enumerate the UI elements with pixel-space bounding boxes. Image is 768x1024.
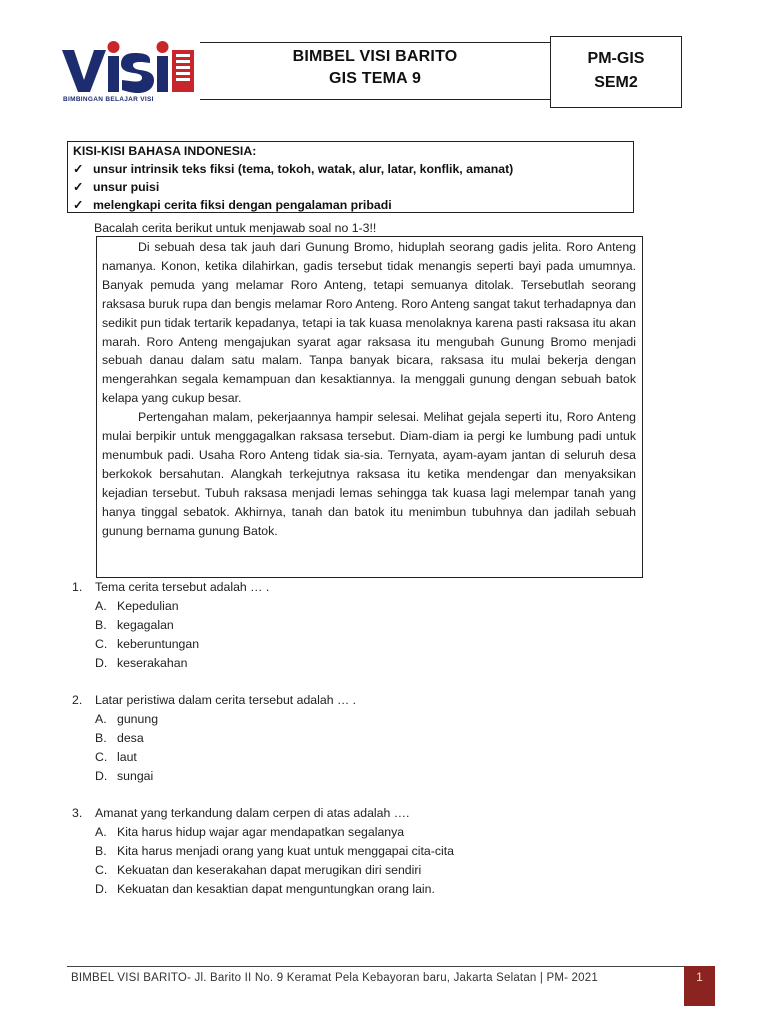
header-rule-top bbox=[200, 42, 550, 43]
page-number: 1 bbox=[684, 966, 715, 1006]
story-paragraph: Di sebuah desa tak jauh dari Gunung Bromo, hiduplah seorang gadis jelita. Roro Anteng namanya. Konon, ketika dilahirkan, gadis tersebut tidak menangis seperti bayi pada umumnya. Banyak pemuda yang melamar Roro Anteng, tetapi semuanya ditolak. Tersebutlah seorang raksasa buruk rupa dan bengis melamar Roro Anteng. Roro Anteng sangat takut terhadapnya dan sedikit pun tidak tertarik kepadanya, tetapi ia tak kuasa menolaknya karena pasti raksasa itu akan marah. Roro Anteng mengajukan syarat agar raksasa itu mengubah Gunung Bromo menjadi sebuah danau dalam satu malam. Tanpa banyak bicara, raksasa itu mulai bekerja dengan mengerahkan segala kemampuan dan kesaktiannya. Ia menggali gunung dengan sebuah batok kelapa yang cukup besar. bbox=[102, 240, 636, 406]
header-title-line2: GIS TEMA 9 bbox=[328, 70, 422, 87]
checkmark-icon: ✓ bbox=[73, 198, 84, 212]
question-text: Amanat yang terkandung dalam cerpen di atas adalah …. bbox=[95, 806, 410, 821]
option-text: Kita harus menjadi orang yang kuat untuk menggapai cita-cita bbox=[117, 843, 454, 858]
option-text: kegagalan bbox=[117, 617, 174, 632]
question-list bbox=[72, 578, 692, 917]
option-letter: A. bbox=[95, 598, 107, 613]
question-3 bbox=[72, 804, 692, 899]
answer-option bbox=[72, 710, 692, 729]
option-letter: C. bbox=[95, 862, 108, 877]
checkmark-icon: ✓ bbox=[73, 180, 84, 194]
answer-option bbox=[72, 861, 692, 880]
footer-address: BIMBEL VISI BARITO- Jl. Barito II No. 9 Keramat Pela Kebayoran baru, Jakarta Selatan | PM- 2021 bbox=[71, 972, 598, 984]
answer-option bbox=[72, 654, 692, 673]
header-title-line1: BIMBEL VISI BARITO bbox=[292, 48, 458, 65]
question-1 bbox=[72, 578, 692, 673]
option-letter: A. bbox=[95, 824, 107, 839]
logo-tagline: BIMBINGAN BELAJAR VISI bbox=[63, 96, 154, 103]
question-2 bbox=[72, 691, 692, 786]
option-text: gunung bbox=[117, 711, 159, 726]
header-title bbox=[200, 46, 550, 90]
kisi-item bbox=[73, 160, 633, 178]
reading-instruction: Bacalah cerita berikut untuk menjawab soal no 1-3!! bbox=[94, 221, 377, 235]
kisi-kisi-box bbox=[67, 141, 634, 213]
header-rule-bottom bbox=[200, 99, 550, 100]
answer-option bbox=[72, 597, 692, 616]
option-letter: D. bbox=[95, 768, 108, 783]
option-text: sungai bbox=[117, 768, 154, 783]
option-text: Kita harus hidup wajar agar mendapatkan segalanya bbox=[117, 824, 405, 839]
logo-wordmark bbox=[62, 41, 169, 93]
story-box bbox=[96, 236, 643, 578]
document-code-line2: SEM2 bbox=[594, 74, 638, 91]
option-text: desa bbox=[117, 730, 144, 745]
question-text: Tema cerita tersebut adalah … . bbox=[95, 580, 270, 594]
kisi-item-text: unsur puisi bbox=[93, 180, 160, 194]
question-number: 3. bbox=[72, 806, 83, 821]
document-code-line1: PM-GIS bbox=[587, 50, 645, 67]
kisi-title: KISI-KISI BAHASA INDONESIA: bbox=[73, 144, 257, 158]
answer-option bbox=[72, 767, 692, 786]
option-letter: C. bbox=[95, 636, 108, 651]
option-letter: A. bbox=[95, 711, 107, 726]
question-text: Latar peristiwa dalam cerita tersebut adalah … . bbox=[95, 693, 357, 708]
kisi-item-text: melengkapi cerita fiksi dengan pengalaman pribadi bbox=[93, 198, 392, 212]
option-letter: D. bbox=[95, 655, 108, 670]
answer-option bbox=[72, 729, 692, 748]
option-text: Kekuatan dan kesaktian dapat menguntungkan orang lain. bbox=[117, 881, 435, 896]
option-text: Kepedulian bbox=[117, 598, 179, 613]
option-text: keserakahan bbox=[117, 655, 188, 670]
question-number: 1. bbox=[72, 580, 83, 594]
option-letter: B. bbox=[95, 843, 107, 858]
option-text: Kekuatan dan keserakahan dapat merugikan diri sendiri bbox=[117, 862, 422, 877]
option-text: keberuntungan bbox=[117, 636, 200, 651]
story-paragraph: Pertengahan malam, pekerjaannya hampir selesai. Melihat gejala seperti itu, Roro Anteng mulai berpikir untuk menggagalkan raksasa tersebut. Diam-diam ia pergi ke lumbung padi untuk menumbuk padi. Usaha Roro Anteng tidak sia-sia. Ternyata, ayam-ayam jantan di seluruh desa berkokok bersahutan. Alangkah terkejutnya raksasa itu ketika mendengar dan menyaksikan kejadian tersebut. Tubuh raksasa menjadi lemas sehingga tak kuasa lagi melempar tanah yang hanya tinggal sebatok. Akhirnya, tanah dan batok itu menimbun tubuhnya dan jadilah sebuah gunung bernama gunung Batok. bbox=[102, 410, 636, 538]
option-letter: C. bbox=[95, 749, 108, 764]
option-text: laut bbox=[117, 749, 137, 764]
document-code-box bbox=[550, 36, 682, 108]
answer-option bbox=[72, 616, 692, 635]
answer-option bbox=[72, 823, 692, 842]
logo-emblem-icon bbox=[172, 50, 194, 92]
kisi-item-text: unsur intrinsik teks fiksi (tema, tokoh, watak, alur, latar, konflik, amanat) bbox=[93, 162, 514, 176]
answer-option bbox=[72, 880, 692, 899]
checkmark-icon: ✓ bbox=[73, 162, 84, 176]
footer-rule bbox=[67, 966, 685, 967]
question-number: 2. bbox=[72, 693, 83, 708]
answer-option bbox=[72, 635, 692, 654]
option-letter: B. bbox=[95, 617, 107, 632]
option-letter: D. bbox=[95, 881, 108, 896]
kisi-item bbox=[73, 178, 633, 196]
kisi-item bbox=[73, 196, 633, 214]
answer-option bbox=[72, 748, 692, 767]
answer-option bbox=[72, 842, 692, 861]
option-letter: B. bbox=[95, 730, 107, 745]
